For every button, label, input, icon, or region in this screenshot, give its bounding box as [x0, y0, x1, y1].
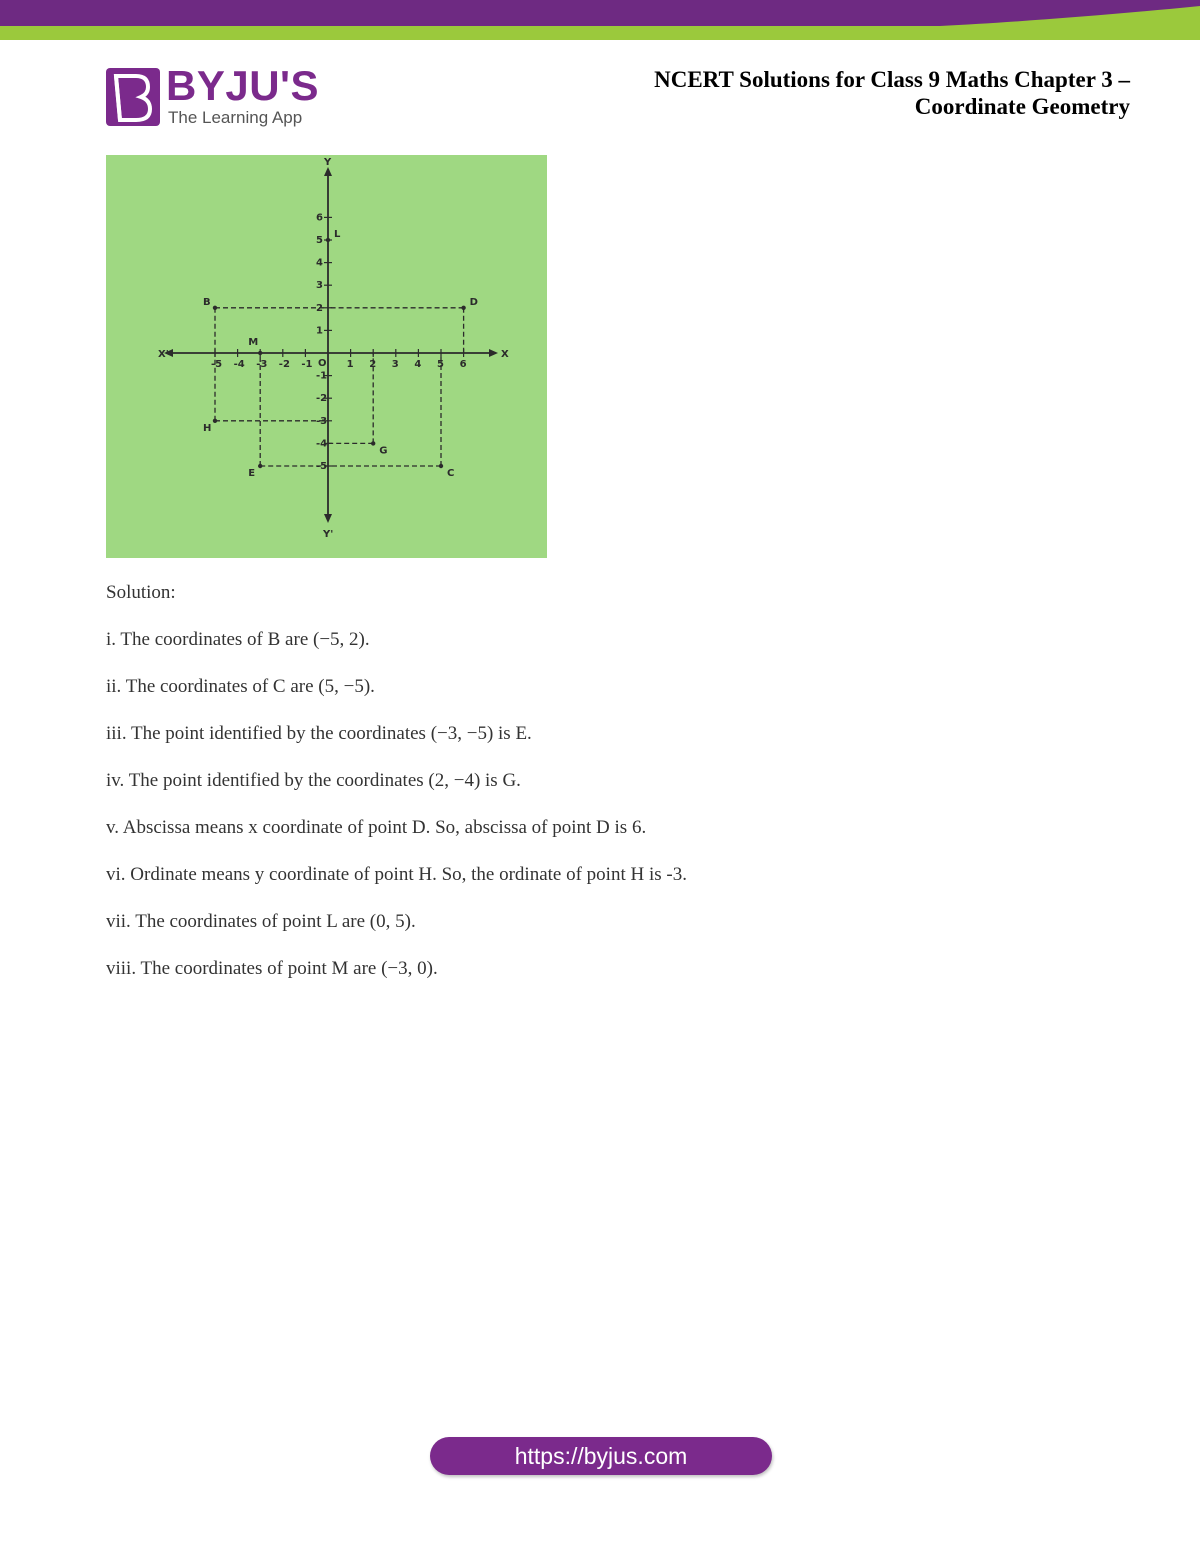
solution-item: i. The coordinates of B are (−5, 2). — [106, 629, 370, 650]
logo-tagline: The Learning App — [168, 108, 303, 127]
x-tick-label: 2 — [369, 359, 377, 370]
coordinate-graph — [106, 155, 547, 558]
byjus-logo — [106, 62, 320, 130]
y-tick-label: 1 — [316, 325, 323, 337]
point-marker — [371, 441, 375, 445]
x-tick-label: -4 — [233, 359, 245, 370]
x-tick-label: 1 — [346, 359, 354, 370]
y-tick-label: -1 — [316, 370, 328, 382]
y-axis-label-pos: Y — [324, 157, 332, 168]
solution-section — [106, 578, 1106, 1001]
footer-url-link[interactable]: https://byjus.com — [430, 1437, 772, 1475]
point-marker — [213, 419, 217, 423]
top-band — [0, 0, 1200, 44]
x-tick-label: -3 — [256, 359, 268, 370]
point-marker — [213, 306, 217, 310]
y-tick-label: 6 — [316, 212, 323, 224]
point-marker — [439, 464, 443, 468]
point-label: D — [469, 296, 478, 308]
point-marker — [461, 306, 465, 310]
origin-label: O — [318, 358, 327, 369]
y-tick-label: 3 — [316, 280, 323, 292]
solution-item: ii. The coordinates of C are (5, −5). — [106, 676, 375, 697]
x-axis-label-pos: X — [501, 349, 509, 360]
y-tick-label: 4 — [316, 257, 323, 269]
solution-item: vii. The coordinates of point L are (0, 5). — [106, 911, 416, 932]
y-axis-label-neg: Y' — [323, 529, 334, 540]
y-tick-label: 2 — [316, 302, 323, 314]
point-label: C — [447, 468, 455, 479]
y-tick-label: -3 — [316, 415, 328, 427]
x-tick-label: -2 — [278, 359, 290, 370]
solution-item: vi. Ordinate means y coordinate of point H. So, the ordinate of point H is -3. — [106, 864, 687, 885]
point-label: E — [248, 468, 256, 479]
solution-item: viii. The coordinates of point M are (−3, 0). — [106, 958, 438, 979]
solution-item: v. Abscissa means x coordinate of point D. So, abscissa of point D is 6. — [106, 817, 647, 838]
point-label: H — [203, 422, 212, 434]
x-tick-label: 6 — [459, 359, 467, 370]
page-title-line1: NCERT Solutions for Class 9 Maths Chapter 3 – — [654, 67, 1130, 92]
x-tick-label: -1 — [301, 359, 313, 370]
y-tick-label: 5 — [316, 235, 323, 246]
x-tick-label: 3 — [391, 359, 399, 370]
point-label: L — [334, 229, 341, 240]
solution-heading: Solution: — [106, 582, 176, 603]
point-label: M — [248, 337, 259, 348]
point-marker — [258, 351, 262, 355]
x-tick-label: 5 — [437, 359, 444, 370]
x-tick-label: -5 — [211, 359, 223, 370]
y-tick-label: -5 — [316, 461, 328, 472]
x-tick-label: 4 — [414, 359, 422, 370]
logo-icon — [106, 68, 160, 126]
x-axis-label-neg: X' — [158, 349, 169, 360]
point-marker — [326, 238, 330, 242]
solution-item: iii. The point identified by the coordinates (−3, −5) is E. — [106, 723, 532, 744]
solution-item: iv. The point identified by the coordinates (2, −4) is G. — [106, 770, 521, 791]
logo-wordmark: BYJU'S — [166, 62, 320, 109]
y-tick-label: -2 — [316, 393, 328, 405]
page-title — [654, 66, 1130, 120]
y-tick-label: -4 — [316, 438, 328, 450]
point-label: G — [379, 445, 388, 457]
coordinate-graph-figure — [106, 155, 547, 558]
point-label: B — [203, 296, 211, 308]
point-marker — [258, 464, 262, 468]
page-title-line2: Coordinate Geometry — [914, 94, 1130, 119]
